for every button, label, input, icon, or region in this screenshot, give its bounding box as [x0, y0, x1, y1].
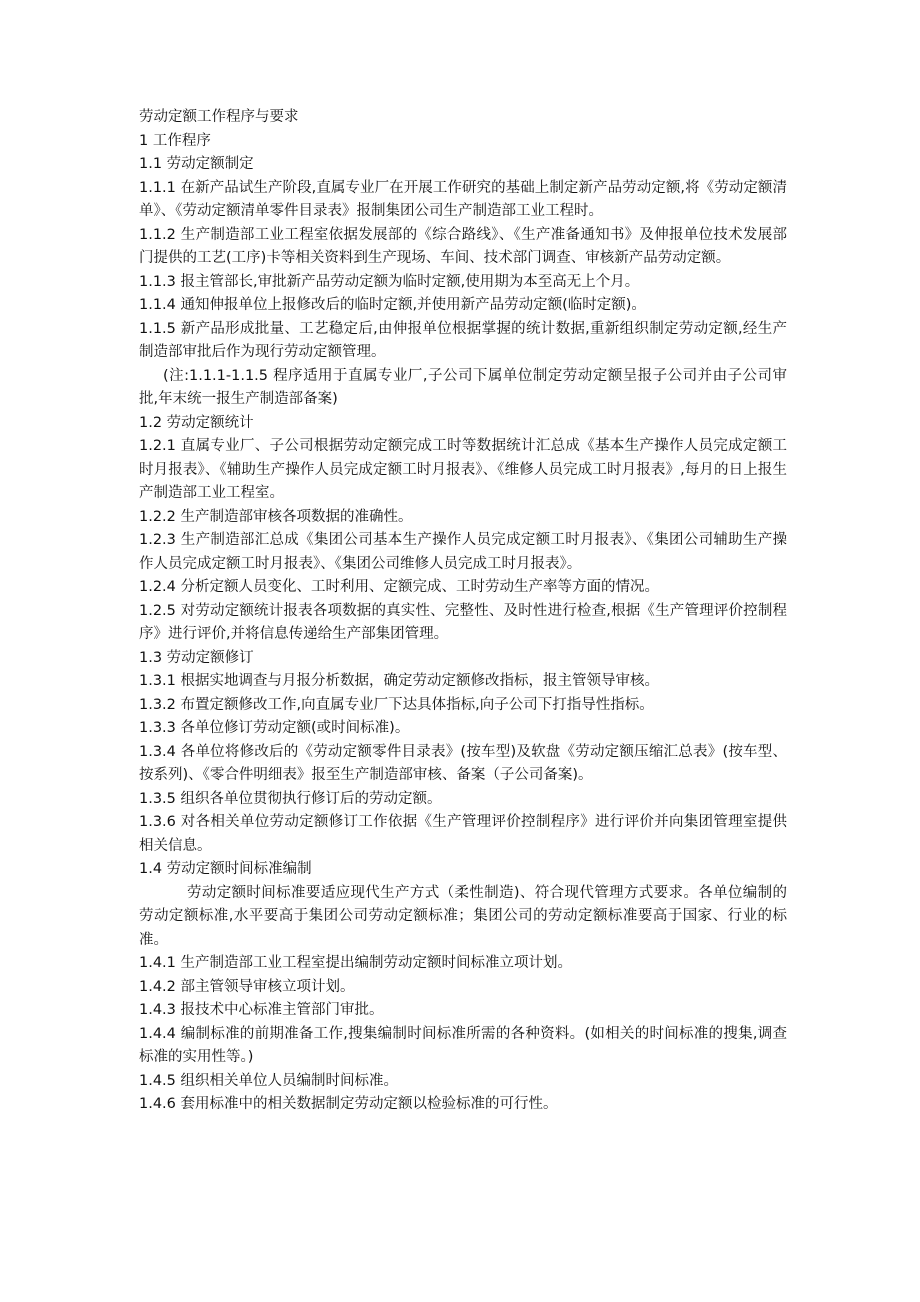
paragraph: 1.3.2 布置定额修改工作,向直属专业厂下达具体指标,向子公司下打指导性指标。 [139, 696, 654, 713]
paragraph: 1.2.1 直属专业厂、子公司根据劳动定额完成工时等数据统计汇总成《基本生产操作人员完成定额工时月报表》、《辅助生产操作人员完成定额工时月报表》、《维修人员完成工时月报表》,每月的日上报生产制造部工业工程室。 [139, 438, 787, 501]
paragraph: 1.3.1 根据实地调查与月报分析数据，确定劳动定额修改指标，报主管领导审核。 [139, 673, 660, 689]
paragraph: 1.4.3 报技术中心标准主管部门审批。 [139, 1002, 384, 1018]
paragraph: 1.4.2 部主管领导审核立项计划。 [139, 978, 355, 995]
document-title: 劳动定额工作程序与要求 [139, 109, 299, 125]
paragraph: 1.1.1 在新产品试生产阶段,直属专业厂在开展工作研究的基础上制定新产品劳动定额,将《劳动定额清单》、《劳动定额清单零件目录表》报制集团公司生产制造部工业工程时。 [139, 179, 787, 219]
paragraph: 1.1.3 报主管部长,审批新产品劳动定额为临时定额,使用期为本至高无上个月。 [139, 273, 640, 290]
subsection-heading: 1.2 劳动定额统计 [139, 414, 254, 431]
paragraph: 1.3.3 各单位修订劳动定额(或时间标准)。 [139, 720, 410, 736]
subsection-heading: 1.3 劳动定额修订 [139, 649, 254, 666]
intro-paragraph: 劳动定额时间标准要适应现代生产方式（柔性制造)、符合现代管理方式要求。各单位编制的劳动定额标准,水平要高于集团公司劳动定额标准；集团公司的劳动定额标准要高于国家、行业的标准。 [139, 884, 787, 948]
note-paragraph: (注:1.1.1-1.1.5 程序适用于直属专业厂,子公司下属单位制定劳动定额呈报子公司并由子公司审批,年末统一报生产制造部备案) [139, 367, 787, 407]
paragraph: 1.1.4 通知伸报单位上报修改后的临时定额,并使用新产品劳动定额(临时定额)。 [139, 297, 646, 313]
paragraph: 1.4.5 组织相关单位人员编制时间标准。 [139, 1072, 399, 1089]
subsection-heading: 1.4 劳动定额时间标准编制 [139, 861, 312, 877]
paragraph: 1.2.3 生产制造部汇总成《集团公司基本生产操作人员完成定额工时月报表》、《集团公司辅助生产操作人员完成定额工时月报表》、《集团公司维修人员完成工时月报表》。 [139, 532, 787, 572]
paragraph: 1.1.5 新产品形成批量、工艺稳定后,由伸报单位根据掌握的统计数据,重新组织制定劳动定额,经生产制造部审批后作为现行劳动定额管理。 [139, 320, 787, 360]
paragraph: 1.2.2 生产制造部审核各项数据的准确性。 [139, 508, 413, 525]
paragraph: 1.2.4 分析定额人员变化、工时利用、定额完成、工时劳动生产率等方面的情况。 [139, 579, 660, 595]
paragraph: 1.4.6 套用标准中的相关数据制定劳动定额以检验标准的可行性。 [139, 1096, 558, 1112]
paragraph: 1.4.1 生产制造部工业工程室提出编制劳动定额时间标准立项计划。 [139, 955, 573, 971]
paragraph: 1.4.4 编制标准的前期准备工作,搜集编制时间标准所需的各种资料。(如相关的时间标准的搜集,调查标准的实用性等。) [139, 1025, 787, 1065]
paragraph: 1.3.5 组织各单位贯彻执行修订后的劳动定额。 [139, 790, 442, 807]
subsection-heading: 1.1 劳动定额制定 [139, 156, 254, 172]
paragraph: 1.3.6 对各相关单位劳动定额修订工作依据《生产管理评价控制程序》进行评价并向集团管理室提供相关信息。 [139, 814, 787, 854]
document-body [139, 106, 787, 1117]
section-heading: 1 工作程序 [139, 132, 211, 149]
paragraph: 1.2.5 对劳动定额统计报表各项数据的真实性、完整性、及时性进行检查,根据《生产管理评价控制程序》进行评价,并将信息传递给生产部集团管理。 [139, 602, 787, 642]
paragraph: 1.3.4 各单位将修改后的《劳动定额零件目录表》(按车型)及软盘《劳动定额压缩汇总表》(按车型、按系列)、《零合件明细表》报至生产制造部审核、备案（子公司备案)。 [139, 743, 787, 783]
paragraph: 1.1.2 生产制造部工业工程室依据发展部的《综合路线》、《生产准备通知书》及伸报单位技术发展部门提供的工艺(工序)卡等相关资料到生产现场、车间、技术部门调查、审核新产品劳动定额。 [139, 226, 787, 266]
